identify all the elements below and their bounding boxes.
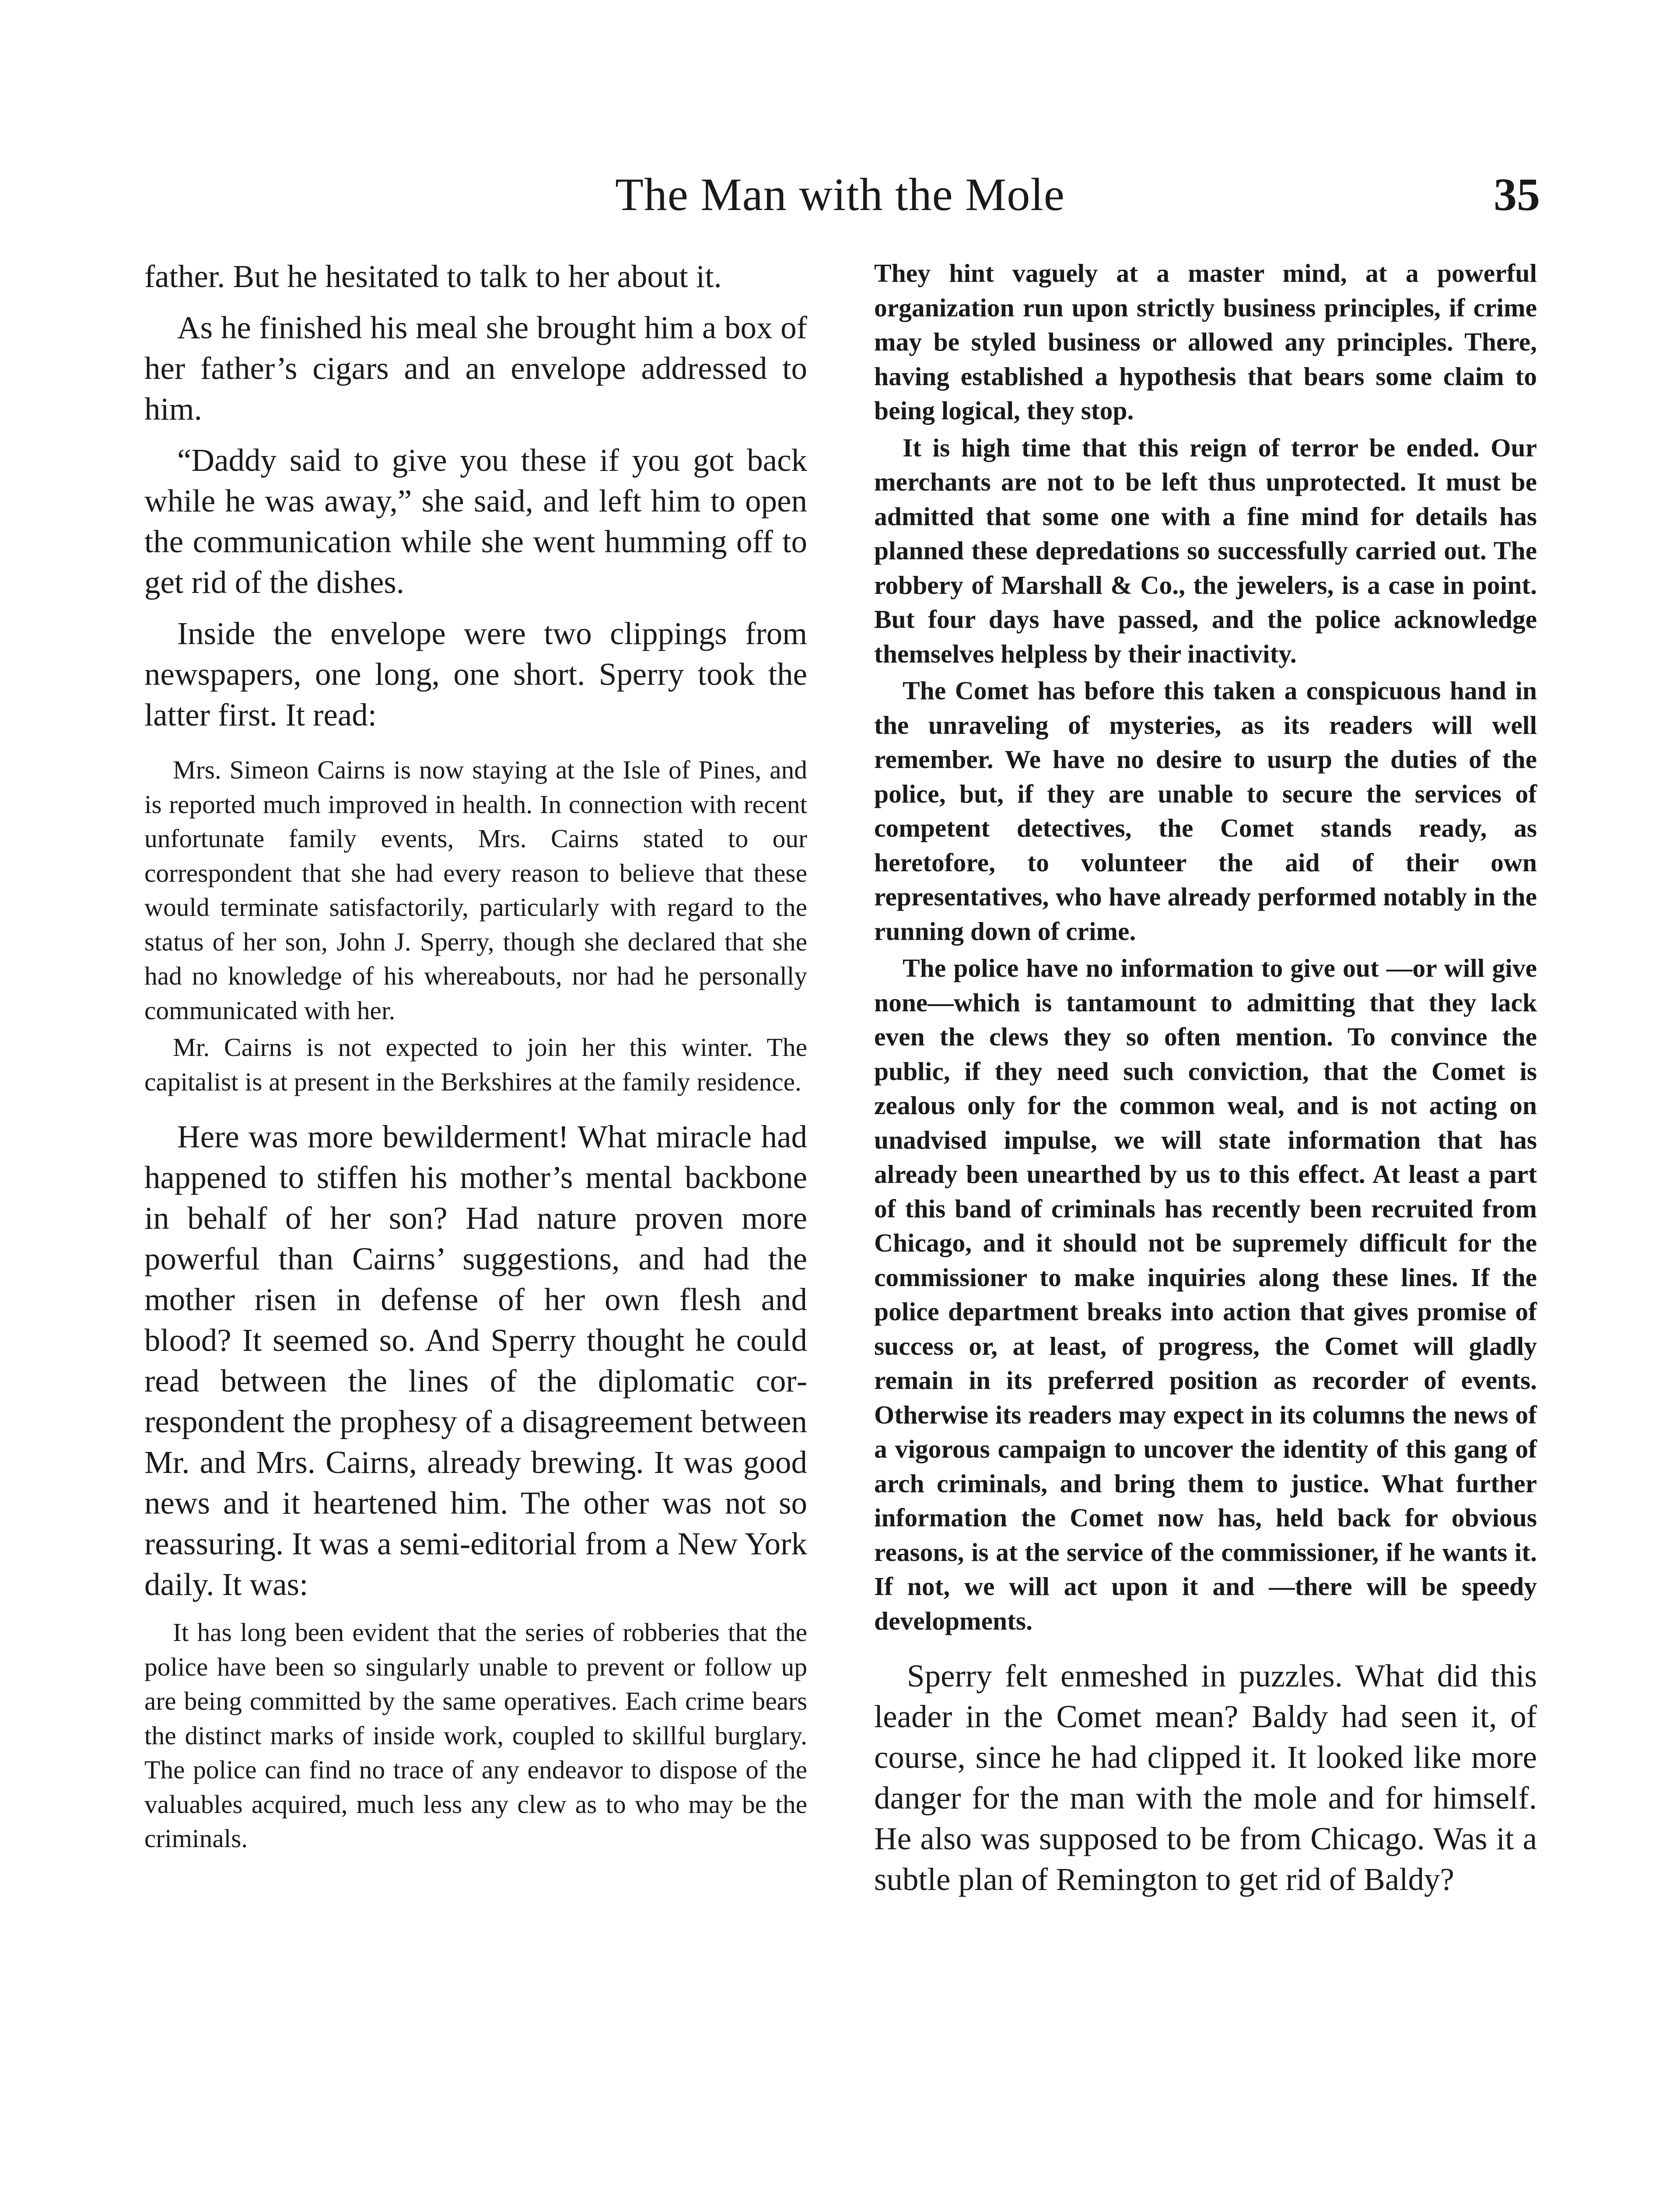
- newspaper-clipping-long: The Comet has before this taken a conspicuous hand in the unraveling of mysteries, as its readers will well remember. We have no desire to usurp the duties of the police, but, if they are unable to secure the services of competent detectives, the Comet stands ready, as heretofore, to volunteer the aid of their own representatives, who have already performed notably in the running down of crime.: [874, 676, 1537, 946]
- newspaper-clipping-long: It has long been evident that the series of robberies that the police have been so singularly unable to prevent or follow up are being committed by the same operatives. Each crime bears the distinct marks of inside work, coupled to skillful burglary. The police can find no trace of any endeavor to dispose of the valuables acquired, much less any clew as to who may be the criminals.: [144, 1618, 807, 1853]
- paragraph: “Daddy said to give you these if you got back while he was away,” she said, and left him to open the communication while she went humming off to get rid of the dishes.: [144, 442, 807, 600]
- paragraph: As he finished his meal she brought him a box of her father’s cigars and an envelope addressed to him.: [144, 310, 807, 427]
- paragraph: Sperry felt enmeshed in puzzles. What did this leader in the Comet mean? Baldy had seen it, of course, since he had clipped it. It looked like more danger for the man with the mole and for himself. He also was supposed to be from Chicago. Was it a subtle plan of Remington to get rid of Baldy?: [874, 1658, 1537, 1897]
- paragraph: Inside the envelope were two clippings from newspapers, one long, one short. Sperry took the latter first. It read:: [144, 616, 807, 733]
- newspaper-clipping-short: Mr. Cairns is not expected to join her this winter. The capitalist is at present in the Berkshires at the family residence.: [144, 1033, 807, 1096]
- left-column: [144, 256, 807, 1858]
- paragraph: Here was more bewilderment! What miracle had happened to stiffen his mother’s mental backbone in behalf of her son? Had nature proven more powerful than Cairns’ suggestions, and had the mother risen in defense of her own flesh and blood? It seemed so. And Sperry thought he could read between the lines of the diplomatic correspondent the prophesy of a disagreement between Mr. and Mrs. Cairns, already brewing. It was good news and it heartened him. The other was not so reassuring. It was a semi-editorial from a New York daily. It was:: [144, 1119, 807, 1602]
- newspaper-clipping-short: Mrs. Simeon Cairns is now staying at the Isle of Pines, and is reported much improved in health. In connection with recent unfortunate family events, Mrs. Cairns stated to our correspondent that she had every reason to believe that these would terminate satisfactorily, particularly with regard to the status of her son, John J. Sperry, though she declared that she had no knowledge of his whereabouts, nor had he personally communicated with her.: [144, 755, 807, 1025]
- newspaper-clipping-long: It is high time that this reign of terror be ended. Our merchants are not to be left thus unprotected. It must be admitted that some one with a fine mind for details has planned these depredations so successfully carried out. The robbery of Marshall & Co., the jewelers, is a case in point. But four days have passed, and the police acknowledge themselves helpless by their inactivity.: [874, 433, 1537, 668]
- newspaper-clipping-long: They hint vaguely at a master mind, at a powerful organization run upon strictly business principles, if crime may be styled business or allowed any principles. There, having established a hypothesis that bears some claim to being logical, they stop.: [874, 259, 1537, 425]
- page-number: 35: [1494, 169, 1540, 220]
- paragraph: father. But he hesitated to talk to her about it.: [144, 259, 722, 294]
- page-header: [0, 166, 1680, 232]
- newspaper-clipping-long: The police have no information to give out —or will give none—which is tantamount to admitting that they lack even the clews they so often mention. To convince the public, if they need such conviction, that the Comet is zealous only for the common weal, and is not acting on unadvised impulse, we will state information that has already been unearthed by us to this effect. At least a part of this band of criminals has recently been recruited from Chicago, and it should not be supremely difficult for the commissioner to make inquiries along these lines. If the police department breaks into action that gives promise of success or, at least, of progress, the Comet will gladly remain in its preferred position as recorder of events. Otherwise its readers may expect in its columns the news of a vigorous campaign to uncover the identity of this gang of arch criminals, and bring them to justice. What further information the Comet now has, held back for obvious reasons, is at the service of the commissioner, if he wants it. If not, we will act upon it and —there will be speedy developments.: [874, 954, 1537, 1635]
- right-column: [874, 256, 1537, 1910]
- running-title: The Man with the Mole: [615, 169, 1065, 220]
